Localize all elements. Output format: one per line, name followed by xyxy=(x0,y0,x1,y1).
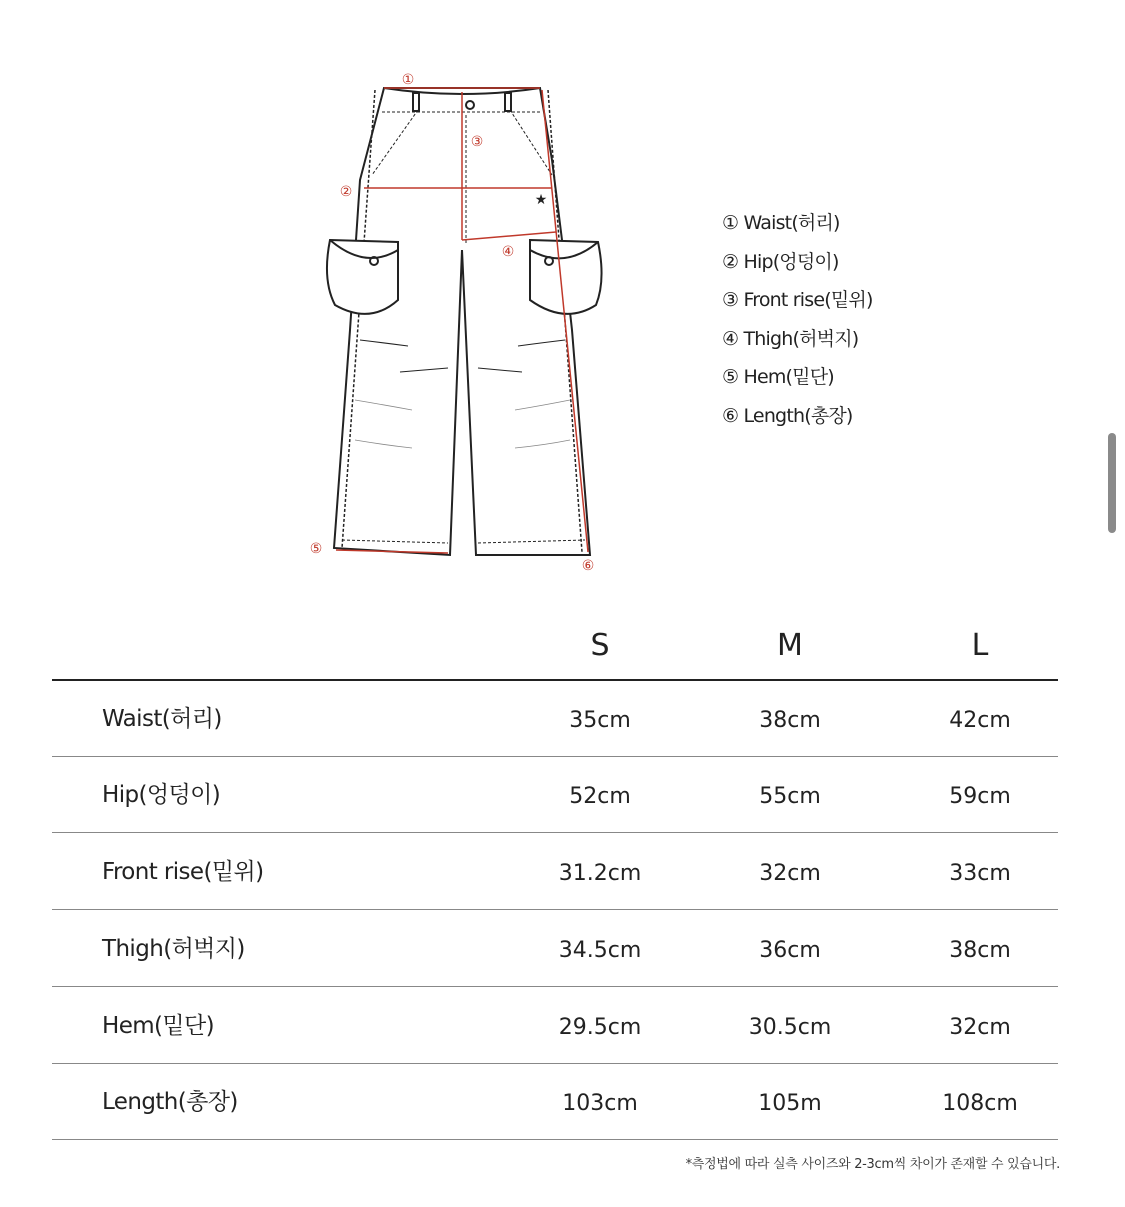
table-row xyxy=(52,681,1058,757)
marker-2: ② xyxy=(339,184,353,200)
row-divider xyxy=(52,909,1058,910)
star-icon: ★ xyxy=(534,192,548,208)
cell-m: 105m xyxy=(758,1091,822,1116)
table-row xyxy=(52,911,1058,987)
table-row xyxy=(52,834,1058,910)
cell-l: 38cm xyxy=(949,938,1011,963)
legend-item-waist: ① Waist(허리) xyxy=(722,212,840,234)
legend-item-front-rise: ③ Front rise(밑위) xyxy=(722,289,873,312)
cell-m: 36cm xyxy=(759,938,821,963)
pants-measurement-diagram xyxy=(0,0,1125,600)
row-label: Hip(엉덩이) xyxy=(102,782,221,808)
cell-m: 32cm xyxy=(759,861,821,886)
row-label: Hem(밑단) xyxy=(102,1013,215,1039)
legend-item-thigh: ④ Thigh(허벅지) xyxy=(722,327,859,350)
row-label: Waist(허리) xyxy=(102,706,222,732)
cell-l: 59cm xyxy=(949,784,1011,809)
cell-m: 30.5cm xyxy=(748,1015,832,1040)
row-divider xyxy=(52,986,1058,987)
cell-m: 55cm xyxy=(759,784,821,809)
scrollbar[interactable] xyxy=(1108,433,1116,533)
cell-s: 103cm xyxy=(562,1091,638,1116)
cell-m: 38cm xyxy=(759,708,821,733)
marker-1: ① xyxy=(401,72,415,88)
pants-outline xyxy=(327,88,602,555)
measurement-note: *측정법에 따라 실측 사이즈와 2-3cm씩 차이가 존재할 수 있습니다. xyxy=(685,1157,1060,1172)
cell-s: 35cm xyxy=(569,708,631,733)
cell-l: 32cm xyxy=(949,1015,1011,1040)
size-header-s: S xyxy=(590,628,610,663)
cell-s: 34.5cm xyxy=(558,938,642,963)
row-label: Thigh(허벅지) xyxy=(102,936,245,962)
table-row xyxy=(52,1064,1058,1140)
cell-s: 29.5cm xyxy=(558,1015,642,1040)
cell-l: 42cm xyxy=(949,708,1011,733)
row-label: Front rise(밑위) xyxy=(102,859,264,885)
row-divider xyxy=(52,832,1058,833)
legend-item-hem: ⑤ Hem(밑단) xyxy=(722,366,834,389)
legend-item-hip: ② Hip(엉덩이) xyxy=(722,250,839,273)
legend-item-length: ⑥ Length(총장) xyxy=(722,404,853,427)
marker-4: ④ xyxy=(501,244,515,260)
marker-5: ⑤ xyxy=(309,541,323,557)
cell-s: 31.2cm xyxy=(558,861,642,886)
measurement-legend xyxy=(722,208,873,440)
row-label: Length(총장) xyxy=(102,1089,238,1115)
marker-6: ⑥ xyxy=(581,558,595,574)
cell-l: 33cm xyxy=(949,861,1011,886)
table-row xyxy=(52,988,1058,1064)
row-divider xyxy=(52,1139,1058,1140)
marker-3: ③ xyxy=(470,134,484,150)
size-header-l: L xyxy=(971,628,989,663)
size-header-m: M xyxy=(777,628,803,663)
cell-s: 52cm xyxy=(569,784,631,809)
table-row xyxy=(52,757,1058,833)
cell-l: 108cm xyxy=(942,1091,1018,1116)
